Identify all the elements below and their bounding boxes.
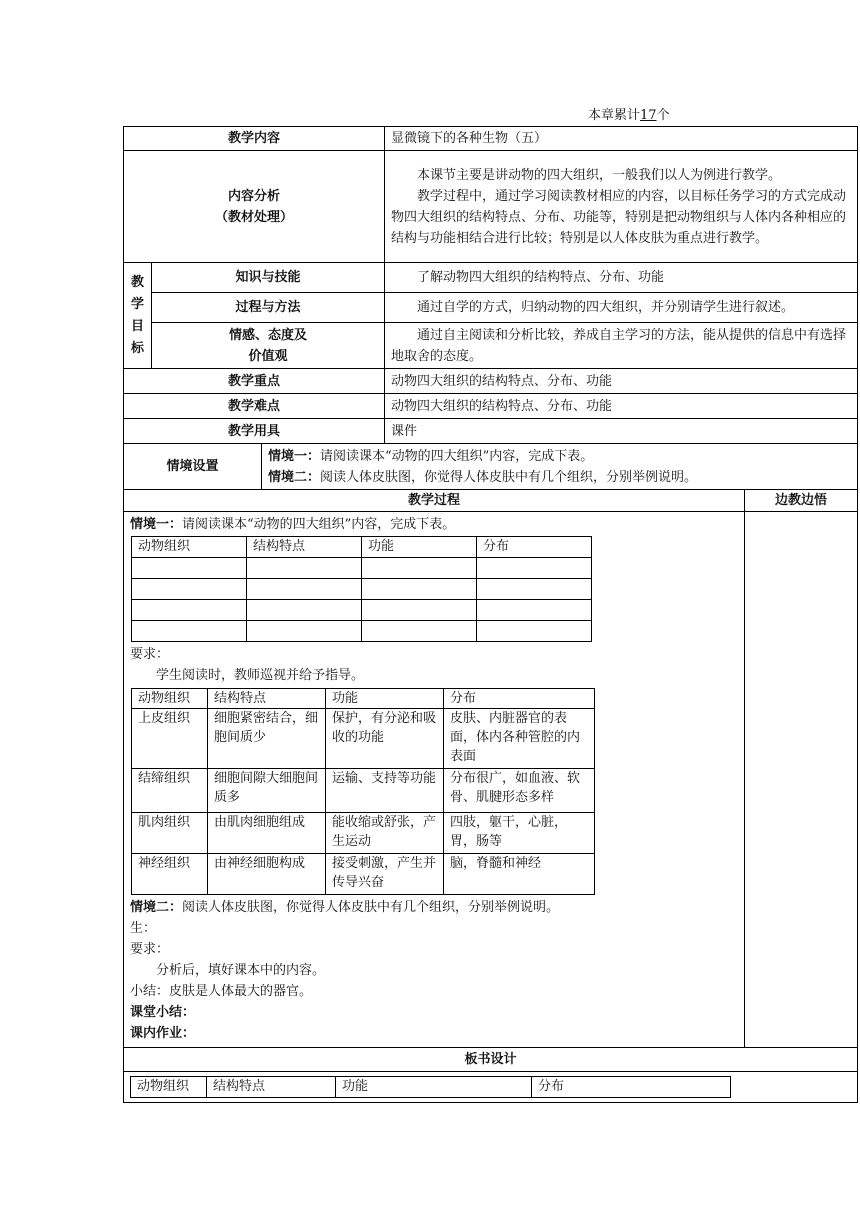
board-table-header: 动物组织 <box>131 1077 207 1098</box>
table-row-connective: 结缔组织 <box>132 769 208 813</box>
answer-table-header: 分布 <box>444 689 595 709</box>
table-row-muscle: 肌肉组织 <box>132 813 208 854</box>
homework: 课内作业： <box>130 1026 196 1041</box>
analysis-value <box>385 151 858 263</box>
answer-table-header: 结构特点 <box>208 689 326 709</box>
goal-process-value: 通过自学的方式，归纳动物的四大组织，并分别请学生进行叙述。 <box>385 293 858 323</box>
requirement-1: 要求： <box>130 647 170 662</box>
content-label: 教学内容 <box>124 127 385 151</box>
board-table-header: 分布 <box>532 1077 731 1098</box>
goal-knowledge-value: 了解动物四大组织的结构特点、分布、功能 <box>385 263 858 293</box>
table-row-nerve: 神经组织 <box>132 854 208 895</box>
analysis-paragraph-1: 本课节主要是讲动物的四大组织，一般我们以人为例进行教学。 <box>417 167 782 183</box>
margin-notes <box>745 512 858 1048</box>
goal-emotion-value: 通过自主阅读和分析比较，养成自主学习的方法，能从提供的信息中有选择地取舍的态度。 <box>385 323 858 369</box>
goal-label: 教学目标 <box>124 263 152 369</box>
class-summary: 课堂小结： <box>130 1005 196 1020</box>
board-table <box>130 1076 731 1098</box>
margin-header: 边教边悟 <box>745 490 858 512</box>
scenario-value: 情境一：请阅读课本“动物的四大组织”内容，完成下表。 情境二：阅读人体皮肤图，你觉得人体皮肤中有几个组织，分别举例说明。 <box>262 444 858 490</box>
summary: 小结：皮肤是人体最大的器官。 <box>130 984 313 999</box>
requirement-2: 要求： <box>130 942 170 957</box>
goal-emotion-label: 情感、态度及 价值观 <box>152 323 385 369</box>
blank-table-header: 结构特点 <box>247 537 362 558</box>
lesson-plan-table <box>123 126 858 1103</box>
difficulty-value: 动物四大组织的结构特点、分布、功能 <box>385 394 858 419</box>
chapter-count: 本章累计17个 <box>588 108 670 123</box>
table-row-epithelial: 上皮组织 <box>132 709 208 769</box>
board-header: 板书设计 <box>124 1048 858 1072</box>
blank-table-header: 功能 <box>362 537 477 558</box>
board-table-header: 结构特点 <box>207 1077 336 1098</box>
board-table-header: 功能 <box>336 1077 532 1098</box>
analysis-label: 内容分析 （教材处理） <box>124 151 385 263</box>
answer-table-header: 功能 <box>326 689 444 709</box>
process-header: 教学过程 <box>124 490 745 512</box>
tissue-answer-table: 动物组织 结构特点 功能 分布 上皮组织 细胞紧密结合，细胞间质少 保护，有分泌和吸收的功能 皮肤、内脏器官的表面，体内各种管腔的内表面 结缔组织 细胞间隙大细胞间质多 运输、支持等功能 分布很广，如血液、软骨、肌腱形态多样 肌肉组织 由肌肉细胞组成 能收缩或舒张，产生运动 四肢，躯干，心脏，胃，肠等 神经组织 由神经细胞构成 接受刺激，产生并传导兴奋 脑，脊髓和神经 <box>131 688 595 895</box>
board-content <box>124 1072 858 1103</box>
teacher-guide: 学生阅读时，教师巡视并给予指导。 <box>156 668 365 683</box>
difficulty-label: 教学难点 <box>124 394 385 419</box>
chapter-count-value: 17 <box>640 108 657 123</box>
blank-table-header: 动物组织 <box>132 537 247 558</box>
goal-knowledge-label: 知识与技能 <box>152 263 385 293</box>
analysis-paragraph-2: 教学过程中，通过学习阅读教材相应的内容，以目标任务学习的方式完成动物四大组织的结构特点、分布、功能等，特别是把动物组织与人体内各种相应的结构与功能相结合进行比较；特别是以人体皮肤为重点进行教学。 <box>391 188 847 246</box>
after-analysis: 分析后，填好课本中的内容。 <box>156 963 326 978</box>
blank-table-header: 分布 <box>477 537 592 558</box>
student-response: 生： <box>130 921 157 936</box>
goal-process-label: 过程与方法 <box>152 293 385 323</box>
tools-value: 课件 <box>385 419 858 444</box>
content-value: 显微镜下的各种生物（五） <box>385 127 858 151</box>
answer-table-header: 动物组织 <box>132 689 208 709</box>
blank-tissue-table <box>131 536 592 642</box>
process-content: 情境一：请阅读课本“动物的四大组织”内容，完成下表。 动物组织 结构特点 功能 分布 要求： 学生阅读时，教师巡视并给予指导。 动物组织 结构特点 功能 分布 上皮组织 细胞紧密结合，细胞间质少 保护，有分泌和吸收的功能 皮肤、内脏器官的表面，体内各种管腔的内表面 结缔组织 细胞间隙大细胞间质多 运输、支持等功能 分布很广，如血液、软骨、肌腱形态多样 肌肉组织 由肌肉细胞组成 能收缩或舒张，产生运动 四肢，躯干，心脏，胃，肠等 神经组织 由神经细胞构成 接受刺激，产生并传导兴奋 脑，脊髓和神经 情境二：阅读人体皮肤图，你觉得人体皮肤中有几个组织，分别举例说明。 生： 要求： 分析后，填好课本中的内容。 小结：皮肤是人体最大的器官。 课堂小结： 课内作业： <box>124 512 745 1048</box>
tools-label: 教学用具 <box>124 419 385 444</box>
scenario-label: 情境设置 <box>124 444 262 490</box>
key-value: 动物四大组织的结构特点、分布、功能 <box>385 369 858 394</box>
key-label: 教学重点 <box>124 369 385 394</box>
